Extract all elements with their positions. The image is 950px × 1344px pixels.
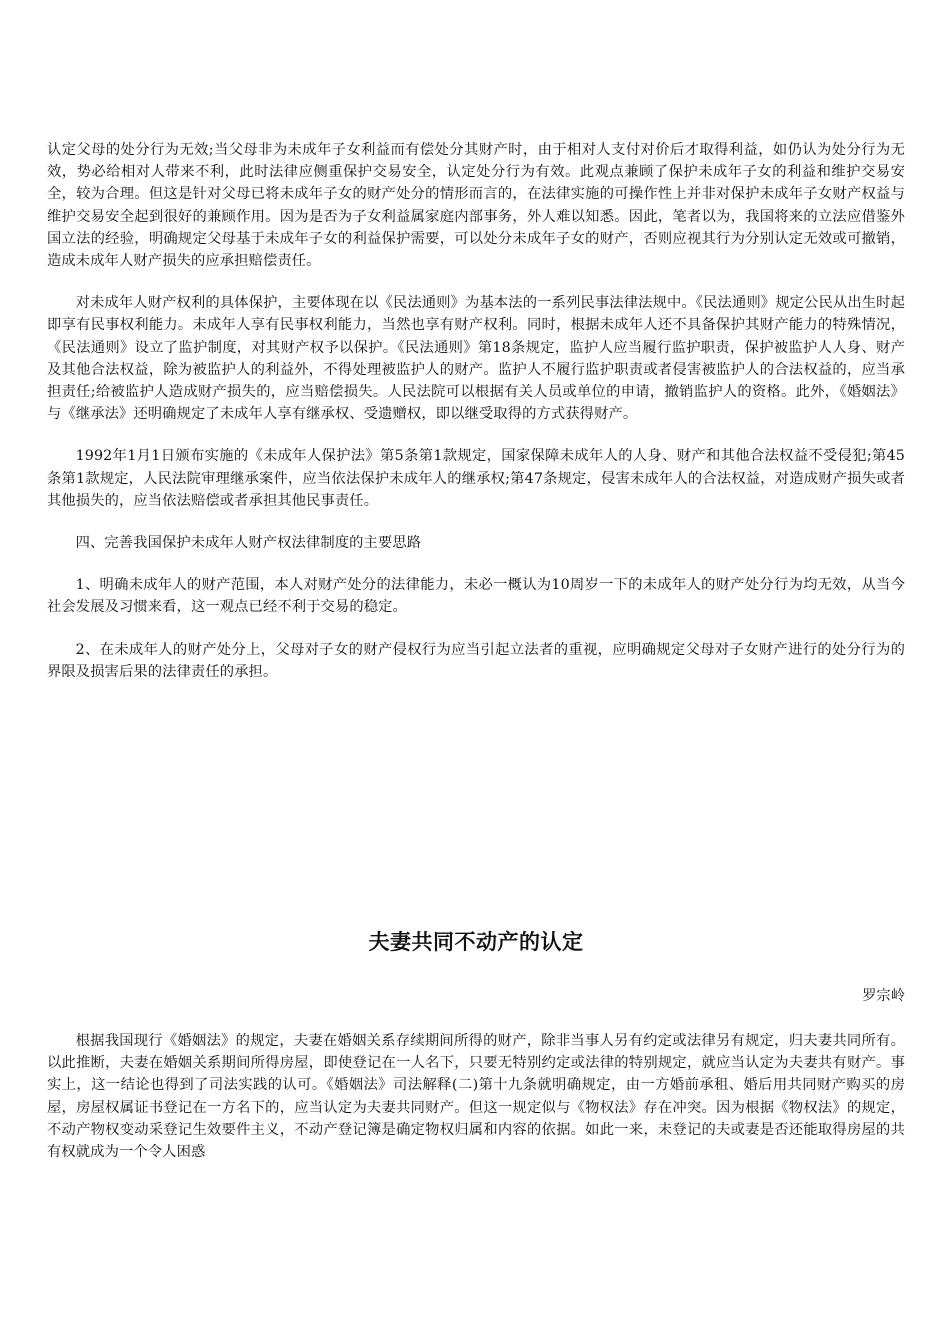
article-author: 罗宗岭 <box>862 988 905 1004</box>
section-heading-improvement: 四、完善我国保护未成年人财产权法律制度的主要思路 <box>75 535 422 552</box>
paragraph-civil-law-protection: 对未成年人财产权利的具体保护，主要体现在以《民法通则》为基本法的一系列民事法律法规中。《民法通则》规定公民从出生时起即享有民事权利能力。未成年人享有民事权利能力，当然也享有财产权利。同时，根据未成年人还不具备保护其财产能力的特殊情况，《民法通则》设立了监护制度，对其财产权予以保护。《民法通则》第18条规定，监护人应当履行监护职责，保护被监护人人身、财产及其他合法权益，除为被监护人的利益外，不得处理被监护人的财产。监护人不履行监护职责或者侵害被监护人的合法权益的，应当承担责任;给被监护人造成财产损失的，应当赔偿损失。人民法院可以根据有关人员或单位的申请，撤销监护人的资格。此外，《婚姻法》与《继承法》还明确规定了未成年人享有继承权、受遗赠权，即以继受取得的方式获得财产。 <box>47 295 905 423</box>
paragraph-marital-property: 根据我国现行《婚姻法》的规定，夫妻在婚姻关系存续期间所得的财产，除非当事人另有约定或法律另有规定，归夫妻共同所有。以此推断，夫妻在婚姻关系期间所得房屋，即使登记在一人名下，只要无特别约定或法律的特别规定，就应当认定为夫妻共有财产。事实上，这一结论也得到了司法实践的认可。《婚姻法》司法解释(二)第十九条就明确规定，由一方婚前承租、婚后用共同财产购买的房屋，房屋权属证书登记在一方名下的，应当认定为夫妻共同财产。但这一规定似与《物权法》存在冲突。因为根据《物权法》的规定，不动产物权变动采登记生效要件主义，不动产登记簿是确定物权归属和内容的依据。如此一来，未登记的夫或妻是否还能取得房屋的共有权就成为一个令人困惑 <box>47 1033 905 1161</box>
paragraph-point-1: 1、明确未成年人的财产范围，本人对财产处分的法律能力，未必一概认为10周岁一下的未成年人的财产处分行为均无效，从当今社会发展及习惯来看，这一观点已经不利于交易的稳定。 <box>47 577 905 616</box>
document-body-part1 <box>47 139 905 703</box>
article-title: 夫妻共同不动产的认定 <box>368 930 584 954</box>
paragraph-minor-protection-law: 1992年1月1日颁布实施的《未成年人保护法》第5条第1款规定，国家保障未成年人的人身、财产和其他合法权益不受侵犯;第45条第1款规定，人民法院审理继承案件，应当依法保护未成年人的继承权;第47条规定，侵害未成年人的合法权益，对造成财产损失或者其他损失的，应当依法赔偿或者承担其他民事责任。 <box>47 448 905 509</box>
paragraph-parental-disposal: 认定父母的处分行为无效;当父母非为未成年子女利益而有偿处分其财产时，由于相对人支付对价后才取得利益，如仍认为处分行为无效，势必给相对人带来不利，此时法律应侧重保护交易安全，认定处分行为有效。此观点兼顾了保护未成年子女的利益和维护交易安全，较为合理。但这是针对父母已将未成年子女的财产处分的情形而言的，在法律实施的可操作性上并非对保护未成年子女财产权益与维护交易安全起到很好的兼顾作用。因为是否为子女利益属家庭内部事务，外人难以知悉。因此，笔者以为，我国将来的立法应借鉴外国立法的经验，明确规定父母基于未成年子女的利益保护需要，可以处分未成年子女的财产，否则应视其行为分别认定无效或可撤销，造成未成年人财产损失的应承担赔偿责任。 <box>47 142 905 270</box>
paragraph-point-2: 2、在未成年人的财产处分上，父母对子女的财产侵权行为应当引起立法者的重视，应明确规定父母对子女财产进行的处分行为的界限及损害后果的法律责任的承担。 <box>47 641 905 680</box>
document-body-part2 <box>47 928 905 1183</box>
